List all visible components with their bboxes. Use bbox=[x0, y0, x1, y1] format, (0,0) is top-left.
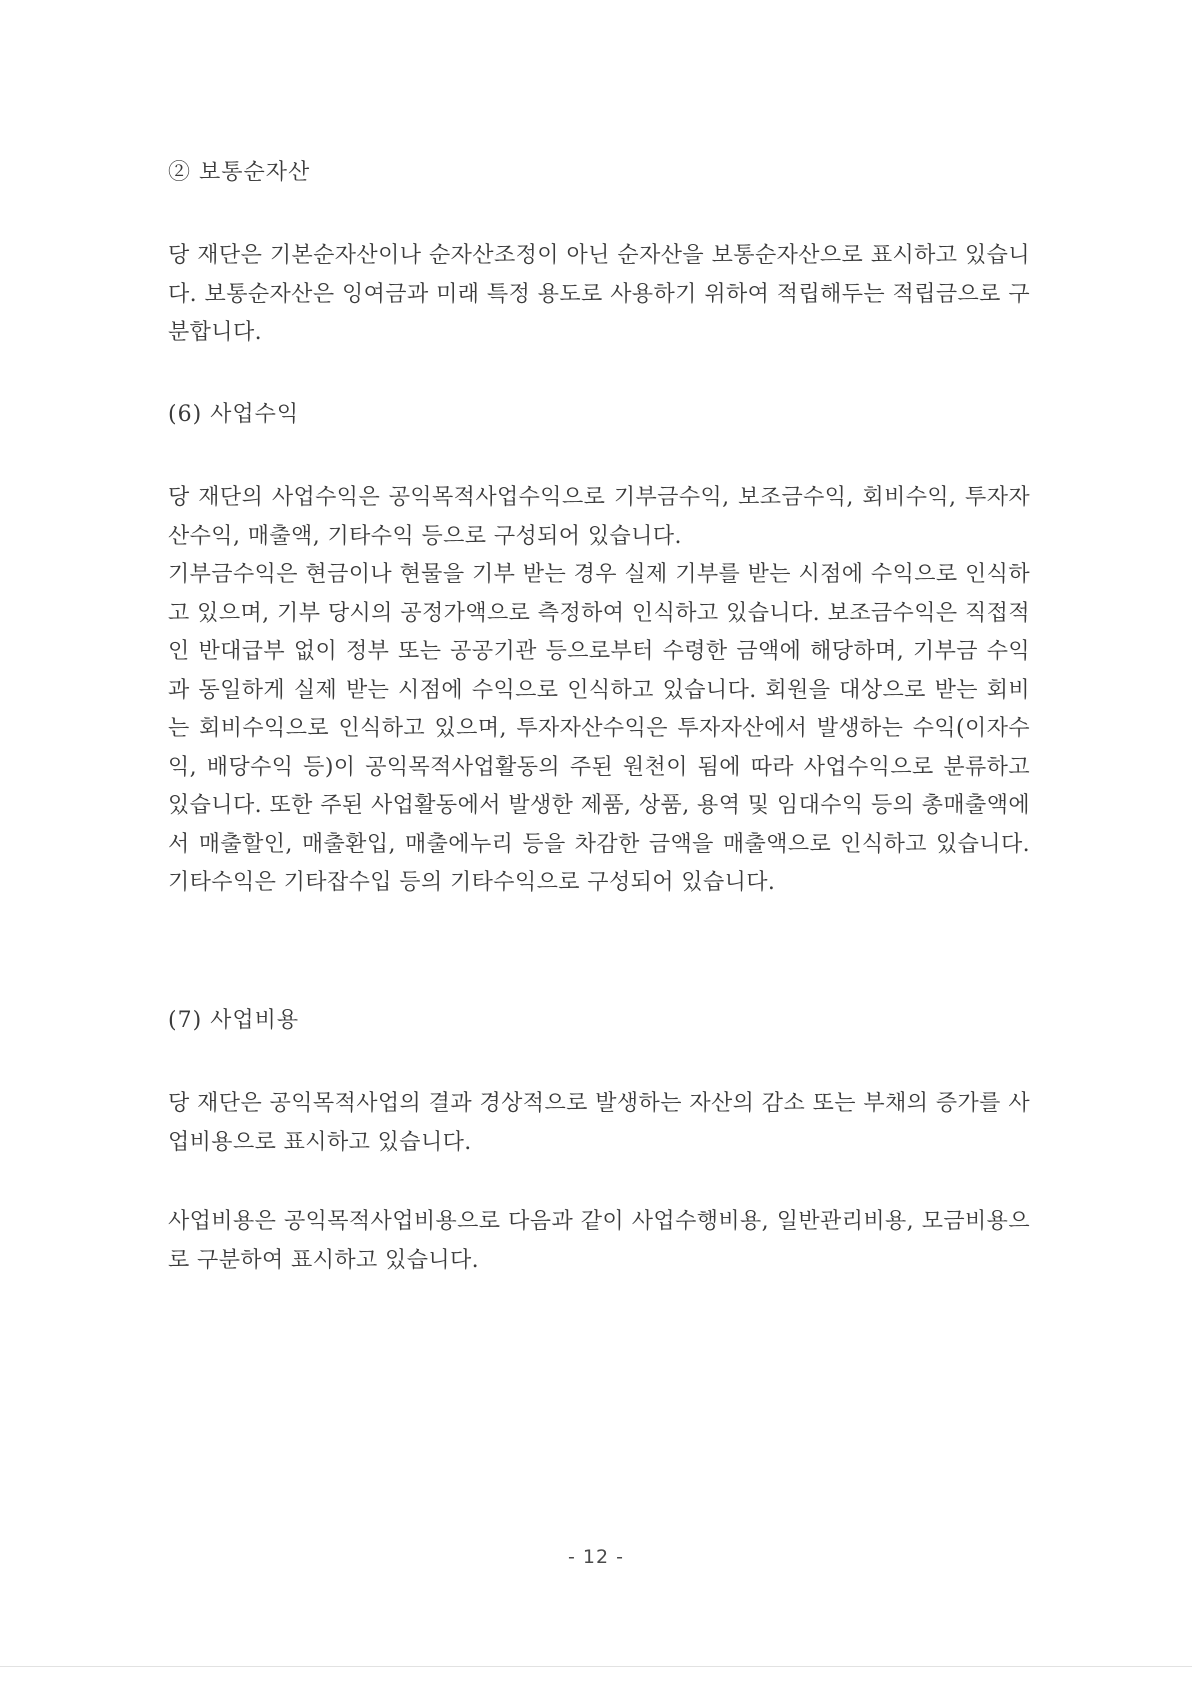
section-heading-general-net-assets: ② 보통순자산 bbox=[168, 160, 311, 185]
paragraph-business-expense-definition: 당 재단은 공익목적사업의 결과 경상적으로 발생하는 자산의 감소 또는 부채의 증가를 사업비용으로 표시하고 있습니다. bbox=[168, 1091, 1030, 1155]
paragraph-business-revenue-composition: 당 재단의 사업수익은 공익목적사업수익으로 기부금수익, 보조금수익, 회비수익, 투자자산수익, 매출액, 기타수익 등으로 구성되어 있습니다. bbox=[168, 485, 1030, 549]
paragraph-business-revenue-recognition: 기부금수익은 현금이나 현물을 기부 받는 경우 실제 기부를 받는 시점에 수익으로 인식하고 있으며, 기부 당시의 공정가액으로 측정하여 인식하고 있습니다. 보조금수익은 직접적인 반대급부 없이 정부 또는 공공기관 등으로부터 수령한 금액에 해당하며, 기부금 수익과 동일하게 실제 받는 시점에 수익으로 인식하고 있습니다. 회원을 대상으로 받는 회비는 회비수익으로 인식하고 있으며, 투자자산수익은 투자자산에서 발생하는 수익(이자수익, 배당수익 등)이 공익목적사업활동의 주된 원천이 됨에 따라 사업수익으로 분류하고 있습니다. 또한 주된 사업활동에서 발생한 제품, 상품, 용역 및 임대수익 등의 총매출액에서 매출할인, 매출환입, 매출에누리 등을 차감한 금액을 매출액으로 인식하고 있습니다. 기타수익은 기타잡수입 등의 기타수익으로 구성되어 있습니다. bbox=[168, 562, 1030, 895]
page-number: - 12 - bbox=[568, 1546, 624, 1568]
paragraph-general-net-assets: 당 재단은 기본순자산이나 순자산조정이 아닌 순자산을 보통순자산으로 표시하고 있습니다. 보통순자산은 잉여금과 미래 특정 용도로 사용하기 위하여 적립해두는 적립금으로 구분합니다. bbox=[168, 243, 1030, 345]
section-heading-business-expense: (7) 사업비용 bbox=[168, 1008, 300, 1033]
paragraph-business-expense-classification: 사업비용은 공익목적사업비용으로 다음과 같이 사업수행비용, 일반관리비용, 모금비용으로 구분하여 표시하고 있습니다. bbox=[168, 1209, 1030, 1273]
section-heading-business-revenue: (6) 사업수익 bbox=[168, 402, 300, 427]
page-bottom-edge bbox=[0, 1666, 1192, 1667]
